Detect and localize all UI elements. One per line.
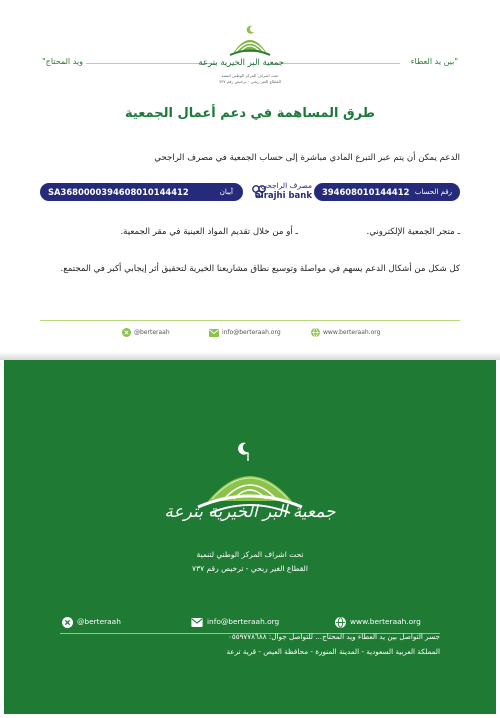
account-pill — [314, 183, 460, 201]
bank-logo — [252, 181, 312, 203]
iban-label: آيبان — [219, 188, 233, 196]
bank-name-arabic: مصرف الراجحي — [260, 181, 312, 190]
account-label: رقم الحساب — [414, 188, 452, 196]
cover-subtitle-2: القطاع الغير ربحي - ترخيص رقم ٧٣٧ — [192, 564, 308, 573]
intro-text: الدعم يمكن أن يتم عبر التبرع المادي مباشرة إلى حساب الجمعية في مصرف الراجحي — [154, 153, 460, 163]
bank-details-bar — [40, 183, 460, 201]
cover-subtitle-1: تحت اشراف المركز الوطني لتنمية — [196, 550, 304, 559]
slogan-left: ويد المحتاج" — [42, 57, 83, 66]
globe-icon — [335, 617, 346, 628]
footer-email-address: info@berteraah.org — [222, 329, 281, 336]
footer-website-url: www.berteraah.org — [323, 329, 381, 336]
green-cover — [4, 360, 496, 714]
cover-website-url: www.berteraah.org — [350, 617, 421, 626]
iban-pill — [40, 183, 243, 201]
logo-subtitle-1: تحت اشراف المركز الوطني لتنمية — [221, 73, 279, 78]
footer-twitter[interactable] — [122, 328, 170, 337]
logo-name-text: جمعية البر الخيرية بترعة — [198, 58, 284, 68]
mail-icon — [191, 618, 203, 627]
cover-twitter-handle: @berteraah — [77, 617, 121, 626]
info-sheet — [0, 0, 500, 356]
cover-address-line: المملكة العربية السعودية - المدينة المنورة - محافظة العيص - قرية ترعة — [226, 647, 440, 656]
x-twitter-icon — [122, 328, 131, 337]
page-separator-shadow — [0, 352, 500, 360]
cover-contact-line: جسر التواصل بين يد العطاء ويد المحتاج... للتواصل جوال: ٠٥٥٩٧٧٨٦٨٨ — [227, 632, 440, 641]
iban-value: SA3680000394608010144412 — [48, 187, 189, 197]
globe-icon — [311, 328, 320, 337]
page-title: طرق المساهمة في دعم أعمال الجمعية — [125, 106, 375, 121]
cover-email-address: info@berteraah.org — [207, 617, 280, 626]
closing-text: كل شكل من أشكال الدعم يسهم في مواصلة وتوسيع نطاق مشاريعنا الخيرية لتحقيق أثر إيجابي أكبر في المجتمع. — [60, 264, 460, 274]
dome-crescent-icon — [216, 22, 284, 62]
bank-name-english: alrajhi bank — [255, 191, 312, 201]
account-number: 394608010144412 — [322, 187, 410, 197]
footer-twitter-handle: @berteraah — [134, 329, 170, 336]
footer-email[interactable] — [209, 328, 281, 337]
mail-icon — [209, 329, 219, 337]
slogan-divider-left — [86, 63, 216, 64]
association-logo — [198, 22, 284, 90]
option-store: ـ متجر الجمعية الإلكتروني. — [366, 227, 460, 237]
footer-divider — [40, 320, 460, 321]
cover-website[interactable] — [335, 616, 421, 627]
cover-email[interactable] — [191, 616, 279, 627]
logo-subtitle-2: القطاع الغير ربحي - ترخيص رقم ٧٣٧ — [219, 79, 281, 84]
footer-website[interactable] — [311, 328, 380, 337]
cover-twitter[interactable] — [62, 616, 121, 627]
cover-association-name: جمعية البر الخيرية بترعة — [164, 502, 336, 522]
x-twitter-icon — [62, 617, 73, 628]
option-in-kind: ـ أو من خلال تقديم المواد العينية في مقر الجمعية. — [120, 227, 298, 237]
slogan-divider-right — [270, 63, 400, 64]
slogan-right: "بين يد العطاء — [410, 57, 458, 66]
